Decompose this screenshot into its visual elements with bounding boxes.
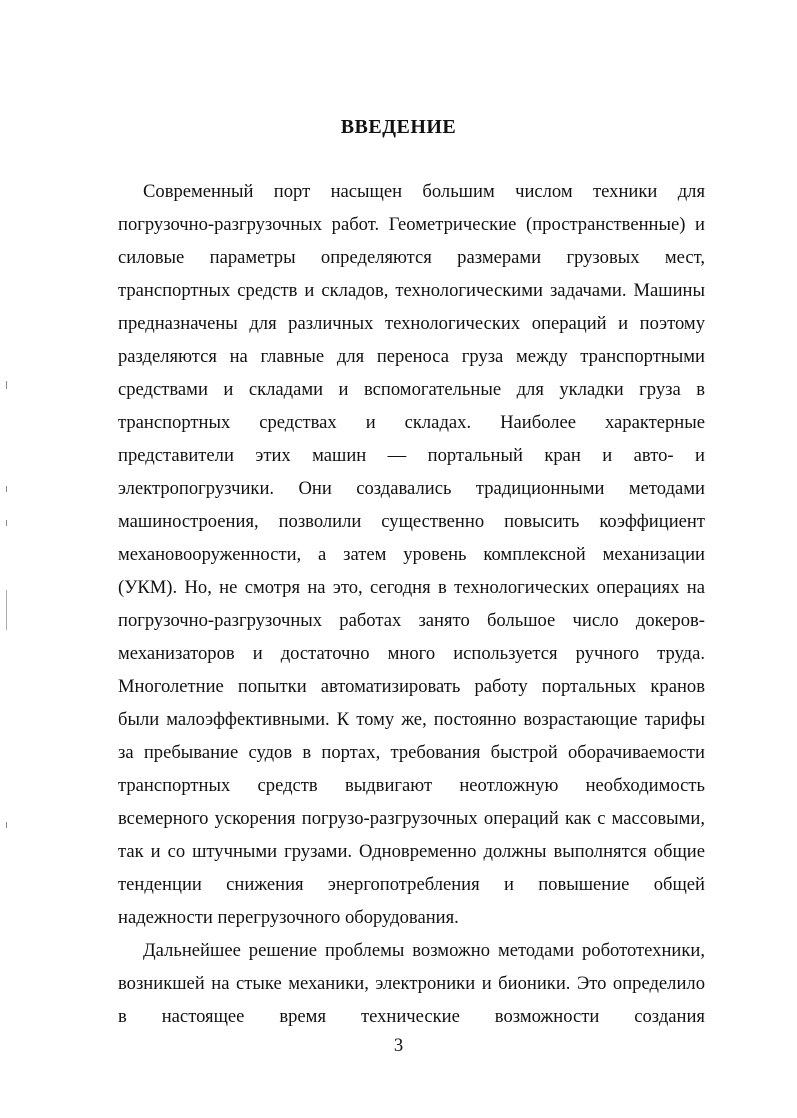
text-line-18: за пребывание судов в портах, требования быстрой оборачиваемости — [118, 742, 705, 763]
text-line-10: электропогрузчики. Они создавались традиционными методами — [118, 478, 705, 499]
text-line-6: разделяются на главные для переноса груза между транспортными — [118, 346, 705, 367]
scan-margin-mark — [6, 486, 7, 492]
text-line-13: (УКМ). Но, не смотря на это, сегодня в технологических операциях на — [118, 577, 705, 598]
text-line-25: возникшей на стыке механики, электроники и бионики. Это определило — [118, 973, 705, 994]
text-line-21: так и со штучными грузами. Одновременно должны выполнятся общие — [118, 841, 705, 862]
text-line-3: силовые параметры определяются размерами грузовых мест, — [118, 247, 705, 268]
text-line-15: механизаторов и достаточно много используется ручного труда. — [118, 643, 705, 664]
text-line-5: предназначены для различных технологических операций и поэтому — [118, 313, 705, 334]
text-line-12: механовооруженности, а затем уровень комплексной механизации — [118, 544, 705, 565]
text-line-9: представители этих машин — портальный кран и авто- и — [118, 445, 705, 466]
text-line-20: всемерного ускорения погрузо-разгрузочных операций как с массовыми, — [118, 808, 705, 829]
text-line-1: Современный порт насыщен большим числом техники для — [143, 181, 705, 202]
text-line-23: надежности перегрузочного оборудования. — [118, 907, 459, 928]
page-title: ВВЕДЕНИЕ — [340, 116, 457, 138]
scan-margin-mark — [6, 822, 7, 828]
scan-margin-mark — [6, 381, 7, 389]
text-line-16: Многолетние попытки автоматизировать работу портальных кранов — [118, 676, 705, 697]
text-line-17: были малоэффективными. К тому же, постоянно возрастающие тарифы — [118, 709, 705, 730]
scan-margin-mark — [6, 590, 7, 630]
text-line-14: погрузочно-разгрузочных работах занято большое число докеров- — [118, 610, 705, 631]
text-line-8: транспортных средствах и складах. Наиболее характерные — [118, 412, 705, 433]
text-line-19: транспортных средств выдвигают неотложную необходимость — [118, 775, 705, 796]
text-line-7: средствами и складами и вспомогательные для укладки груза в — [118, 379, 705, 400]
page-number: 3 — [393, 1035, 404, 1056]
scan-margin-mark — [6, 520, 7, 526]
text-line-24: Дальнейшее решение проблемы возможно методами робототехники, — [143, 940, 705, 961]
text-line-11: машиностроения, позволили существенно повысить коэффициент — [118, 511, 705, 532]
text-line-26: в настоящее время технические возможности создания — [118, 1006, 705, 1027]
text-line-4: транспортных средств и складов, технологическими задачами. Машины — [118, 280, 705, 301]
text-line-2: погрузочно-разгрузочных работ. Геометрические (пространственные) и — [118, 214, 705, 235]
text-line-22: тенденции снижения энергопотребления и повышение общей — [118, 874, 705, 895]
